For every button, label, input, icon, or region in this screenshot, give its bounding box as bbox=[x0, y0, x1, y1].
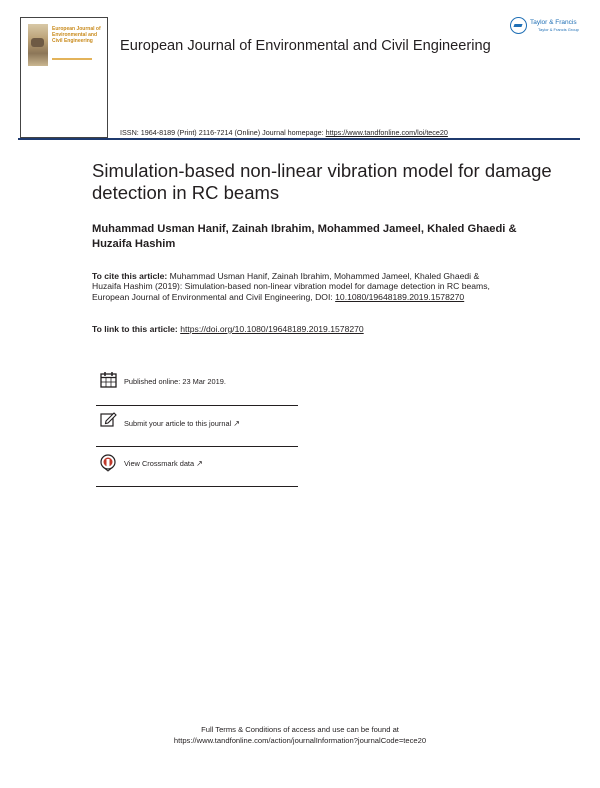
submit-article-row[interactable] bbox=[96, 405, 298, 443]
citation-block bbox=[92, 271, 492, 302]
crossmark-row[interactable] bbox=[96, 446, 298, 487]
edit-icon bbox=[100, 411, 117, 432]
publisher-name: Taylor & Francis bbox=[530, 19, 577, 26]
issn-text: ISSN: 1964-8189 (Print) 2116-7214 (Online) Journal homepage: bbox=[120, 128, 326, 137]
cover-image bbox=[28, 24, 48, 66]
article-link-label: To link to this article: bbox=[92, 324, 181, 334]
submit-article-label: Submit your article to this journal bbox=[124, 419, 232, 428]
issn-line bbox=[120, 128, 448, 137]
published-online-text: Published online: 23 Mar 2019. bbox=[124, 377, 226, 386]
header-divider bbox=[18, 138, 580, 140]
cover-title: European Journal of Environmental and Civil Engineering bbox=[52, 26, 101, 44]
journal-cover-thumbnail bbox=[20, 17, 108, 138]
footer-line-1: Full Terms & Conditions of access and use can be found at bbox=[201, 725, 399, 734]
article-authors: Muhammad Usman Hanif, Zainah Ibrahim, Mohammed Jameel, Khaled Ghaedi & Huzaifa Hashim bbox=[92, 223, 517, 250]
external-link-icon: ↗ bbox=[233, 419, 240, 428]
citation-text: Muhammad Usman Hanif, Zainah Ibrahim, Mohammed Jameel, Khaled Ghaedi & Huzaifa Hashim (2019): Simulation-based non-linear vibration model for damage detection in RC beams, European Journal of Environmental and Civil Engineering, DOI: bbox=[92, 271, 490, 302]
publisher-group: Taylor & Francis Group bbox=[538, 27, 579, 32]
footer-terms-link[interactable]: https://www.tandfonline.com/action/journalInformation?journalCode=tece20 bbox=[173, 736, 427, 745]
cover-accent-bar bbox=[52, 58, 92, 60]
crossmark-label: View Crossmark data bbox=[124, 459, 195, 468]
journal-title: European Journal of Environmental and Civil Engineering bbox=[120, 38, 491, 54]
article-doi-url[interactable]: https://doi.org/10.1080/19648189.2019.1578270 bbox=[180, 324, 364, 334]
published-online-row bbox=[96, 367, 298, 405]
crossmark-icon bbox=[100, 454, 116, 477]
publisher-logo-icon bbox=[510, 17, 527, 34]
article-link-line bbox=[92, 324, 364, 334]
crossmark-link[interactable] bbox=[124, 459, 203, 468]
footer-terms bbox=[0, 724, 600, 746]
citation-label: To cite this article: bbox=[92, 271, 168, 281]
article-title: Simulation-based non-linear vibration model for damage detection in RC beams bbox=[92, 160, 552, 203]
journal-homepage-link[interactable]: https://www.tandfonline.com/loi/tece20 bbox=[325, 128, 448, 137]
calendar-icon bbox=[100, 371, 117, 393]
submit-article-link[interactable] bbox=[124, 419, 240, 428]
publisher-logo[interactable] bbox=[510, 17, 584, 39]
citation-doi-link[interactable]: 10.1080/19648189.2019.1578270 bbox=[335, 291, 465, 302]
external-link-icon: ↗ bbox=[196, 459, 203, 468]
